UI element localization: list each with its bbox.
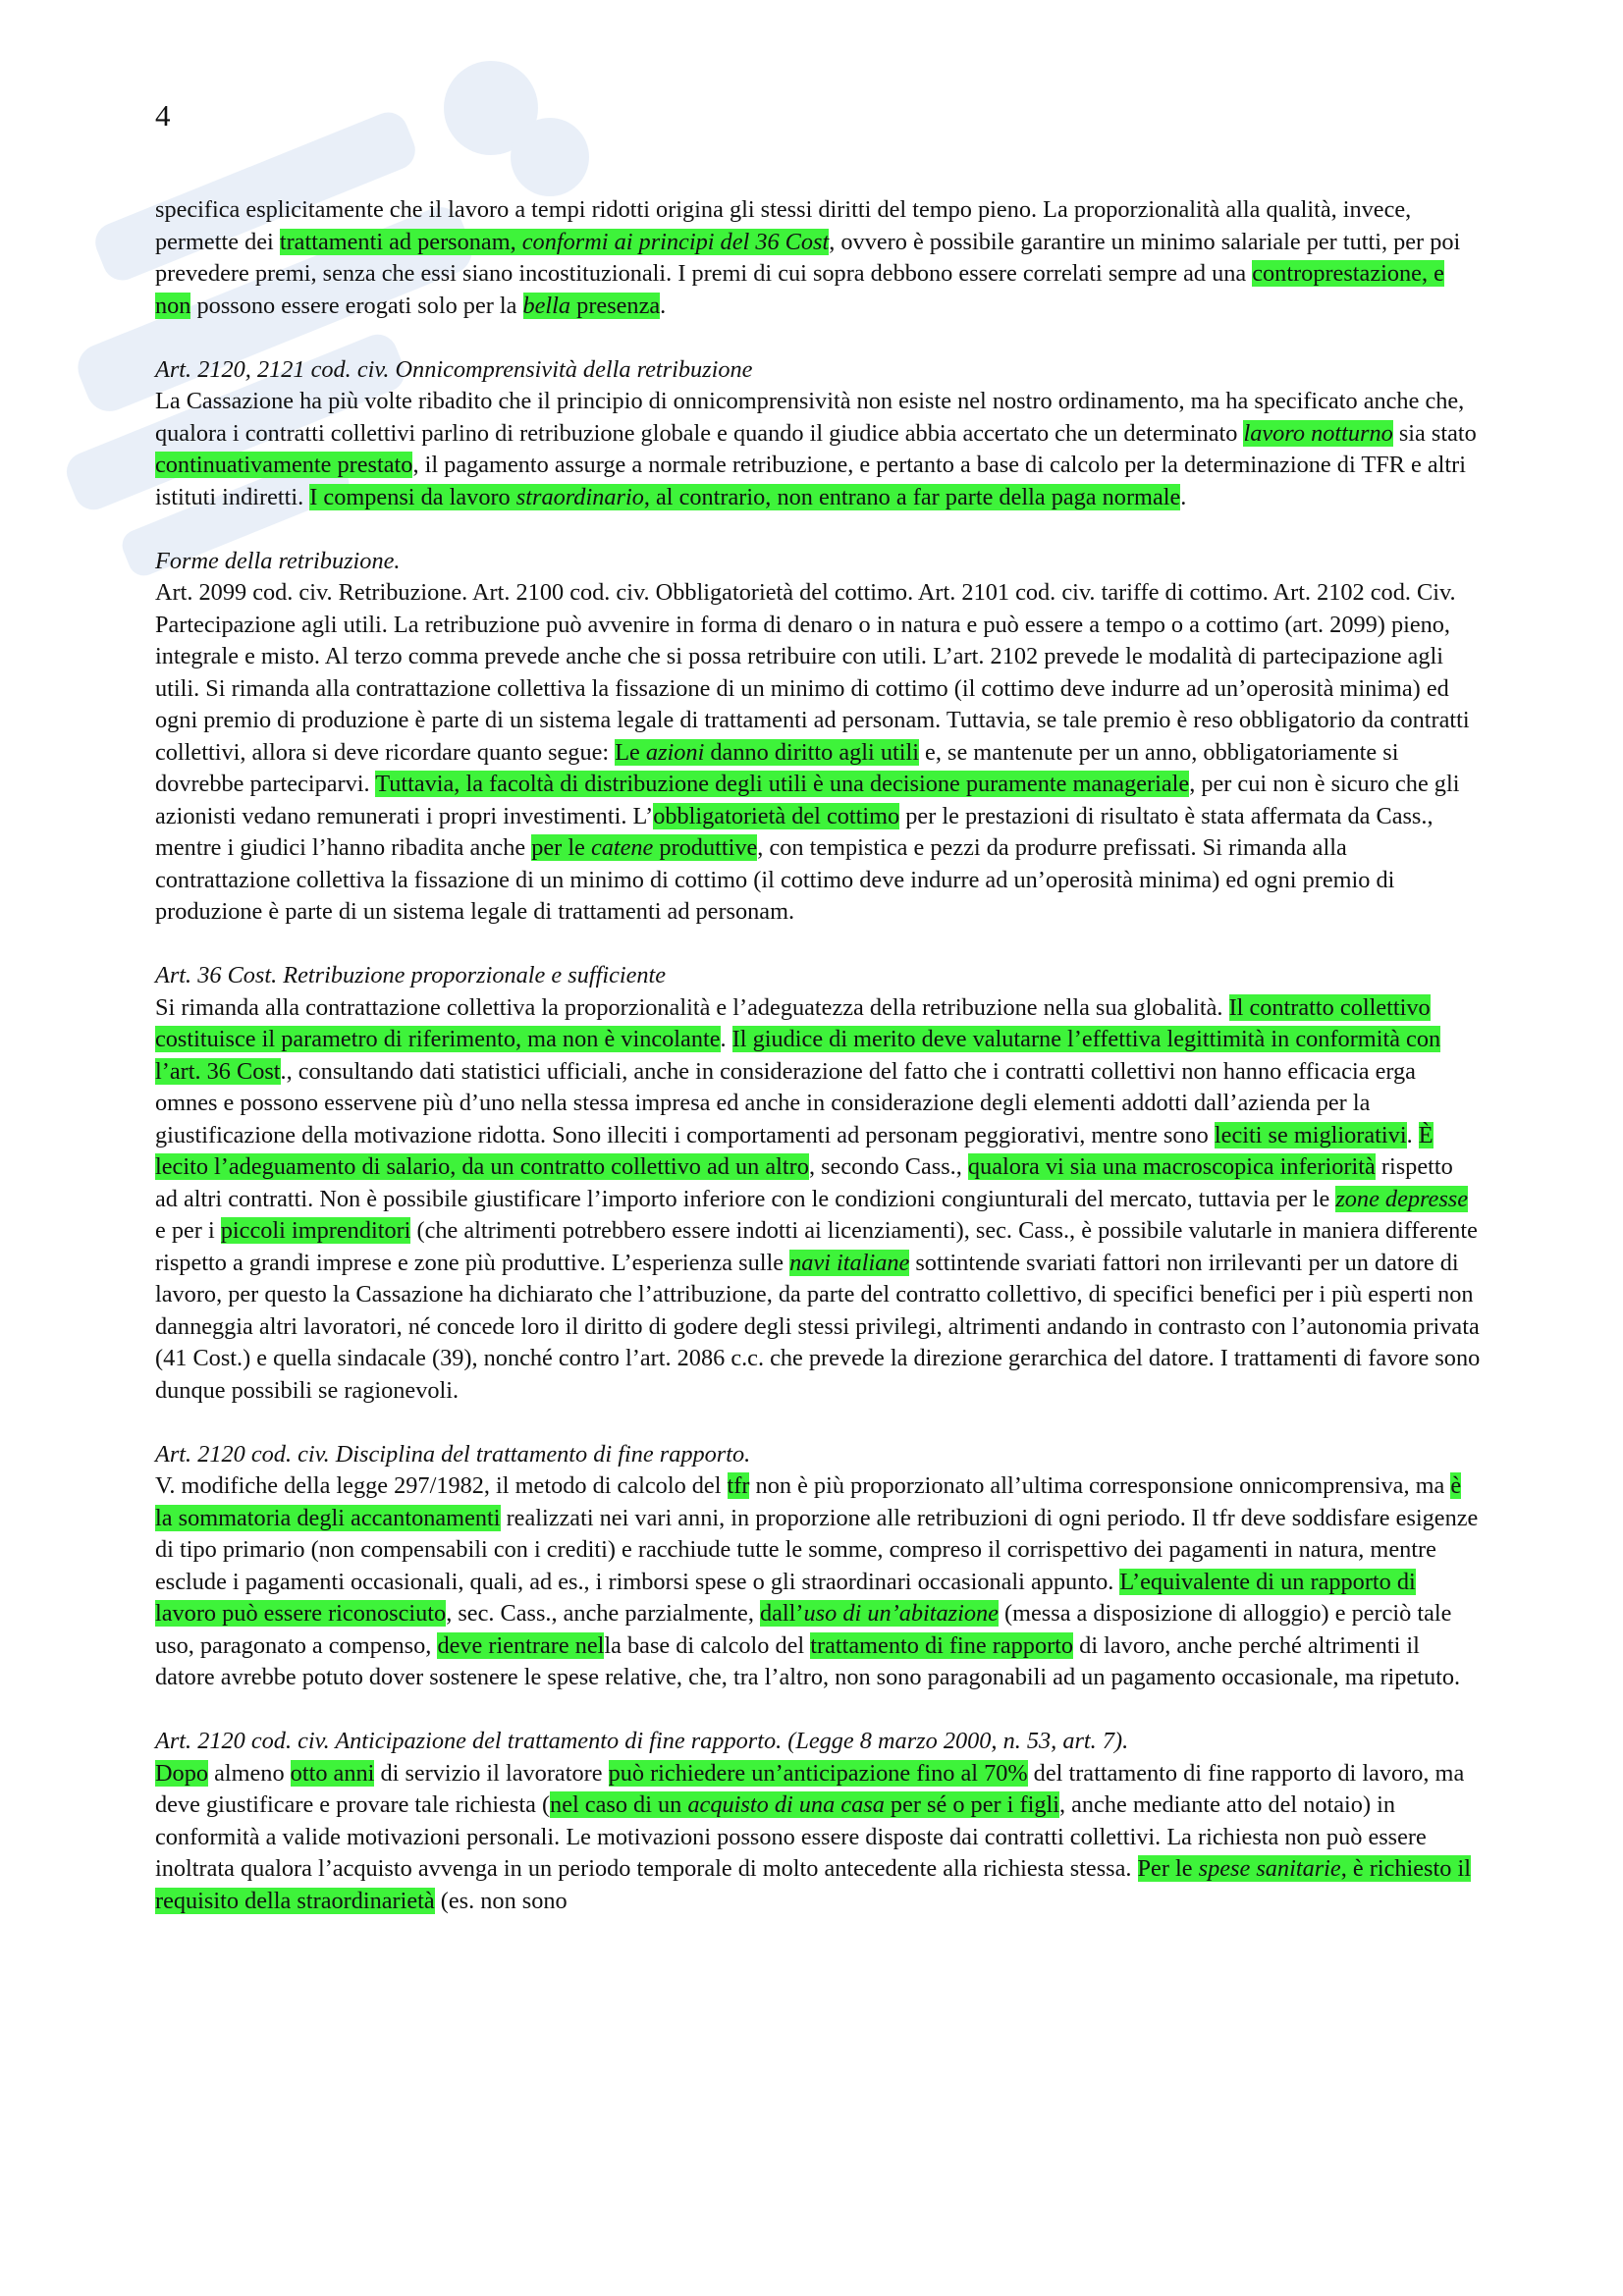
section — [155, 546, 1481, 929]
highlighted-text: L’equivalente di un rapporto di lavoro può essere riconosciuto — [155, 1568, 1416, 1627]
section-heading: Art. 2120 cod. civ. Disciplina del trattamento di fine rapporto. — [155, 1440, 751, 1468]
highlighted-text: , al contrario, non entrano a far parte della paga normale — [643, 483, 1181, 510]
highlighted-text: Il giudice di merito deve valutarne l’effettiva legittimità in conformità con l’art. 36 Cost — [155, 1026, 1441, 1085]
highlighted-text: trattamento di fine rapporto — [810, 1631, 1074, 1659]
text-run: e per i — [155, 1217, 221, 1244]
section-heading: Forme della retribuzione. — [155, 547, 401, 574]
text-run: V. modifiche della legge 297/1982, il metodo di calcolo del — [155, 1472, 728, 1499]
section — [155, 1726, 1481, 1917]
highlighted-text: uso di un’abitazione — [803, 1600, 999, 1627]
text-run: sottintende svariati fattori non irrilevanti per un datore di lavoro, per questo la Cassazione ha dichiarato che l’attribuzione, da parte del contratto collettivo, di specifici benefici per i più esperti non danneggia altri lavoratori, né concede loro il diritto di godere degli stessi privilegi, altrimenti andando in contrasto con l’autonomia privata (41 Cost.) e quella sindacale (39), nonché contro l’art. 2086 c.c. che prevede la direzione gerarchica del datore. I trattamenti di favore sono dunque possibili se ragionevoli. — [155, 1249, 1481, 1404]
section-heading: Art. 2120 cod. civ. Anticipazione del trattamento di fine rapporto. (Legge 8 marzo 2000, n. 53, art. 7). — [155, 1728, 1129, 1754]
text-run: . — [660, 292, 667, 319]
highlighted-text: tfr — [727, 1472, 750, 1499]
highlighted-text: lavoro notturno — [1243, 419, 1393, 447]
highlighted-text: È lecito l’adeguamento di salario, da un contratto collettivo ad un altro — [155, 1121, 1434, 1180]
highlighted-text: straordinario — [515, 483, 644, 510]
text-run: la base di calcolo del — [604, 1631, 811, 1659]
highlighted-text: continuativamente prestato — [155, 452, 413, 478]
highlighted-text: bella — [522, 292, 571, 319]
highlighted-text: per le — [531, 834, 591, 861]
text-run: e, se mantenute per un anno, obbligatoriamente si dovrebbe parteciparvi. — [155, 738, 1399, 797]
text-run: di lavoro, anche perché altrimenti il datore avrebbe potuto dover sostenere le spese relative, che, tra l’altro, non sono paragonabili ad un pagamento occasionale, ma ripetuto. — [155, 1631, 1461, 1690]
highlighted-text: leciti se migliorativi — [1214, 1121, 1407, 1148]
text-run: , anche mediante atto del notaio) in conformità a valide motivazioni personali. Le motivazioni possono essere disposte dai contratti collettivi. La richiesta non può essere inoltrata qualora l’acquisto avvenga in un periodo temporale di molto antecedente alla richiesta stessa. — [155, 1791, 1427, 1882]
text-run: , con tempistica e pezzi da produrre prefissati. Si rimanda alla contrattazione collettiva la fissazione di un minimo di cottimo (il cottimo deve indurre ad un’operosità minima) ed ogni premio di produzione è parte di un sistema legale di trattamenti ad personam. — [155, 834, 1395, 925]
highlighted-text: piccoli imprenditori — [220, 1217, 411, 1244]
text-run: non è più proporzionato all’ultima corresponsione onnicomprensiva, ma — [749, 1472, 1451, 1499]
section — [155, 1439, 1481, 1694]
text-run: Art. 2099 cod. civ. Retribuzione. Art. 2100 cod. civ. Obbligatorietà del cottimo. Art. 2101 cod. civ. tariffe di cottimo. Art. 2102 cod. Civ. Partecipazione agli utili. La retribuzione può avvenire in forma di denaro o in natura e può essere a tempo o a cottimo (art. 2099) pieno, integrale e misto. Al terzo comma prevede anche che si possa retribuire con utili. L’art. 2102 prevede le modalità di partecipazione agli utili. Si rimanda alla contrattazione collettiva la fissazione di un minimo di cottimo (il cottimo deve indurre ad un’operosità minima) ed ogni premio di produzione è parte di un sistema legale di trattamenti ad personam. Tuttavia, se tale premio è reso obbligatorio da contratti collettivi, allora si deve ricordare quanto segue: — [155, 579, 1470, 766]
text-run: , per cui non è sicuro che gli azionisti vedano remunerati i propri investimenti. L’ — [155, 771, 1460, 829]
highlighted-text: può richiedere un’anticipazione fino al 70% — [608, 1759, 1028, 1787]
text-run: . — [720, 1026, 732, 1052]
highlighted-text: otto anni — [290, 1759, 375, 1787]
highlighted-text: obbligatorietà del cottimo — [653, 802, 900, 829]
highlighted-text: spese sanitarie — [1198, 1855, 1341, 1882]
text-run: . — [1180, 483, 1187, 510]
highlighted-text: presenza — [570, 292, 661, 319]
highlighted-text: catene — [590, 834, 654, 861]
text-run: di servizio il lavoratore — [374, 1759, 609, 1787]
text-run: Si rimanda alla contrattazione collettiva la proporzionalità e l’adeguatezza della retribuzione nella sua globalità. — [155, 993, 1229, 1021]
text-run: possono essere erogati solo per la — [190, 292, 523, 319]
text-run: . — [1406, 1121, 1419, 1148]
section — [155, 194, 1481, 322]
text-run: , il pagamento assurge a normale retribuzione, e pertanto a base di calcolo per la determinazione di TFR e altri istituti indiretti. — [155, 452, 1466, 510]
highlighted-text: , è richiesto il requisito della straordinarietà — [155, 1855, 1471, 1914]
document-body — [155, 194, 1481, 1949]
highlighted-text: Per le — [1137, 1855, 1199, 1882]
text-run: rispetto ad altri contratti. Non è possibile giustificare l’importo inferiore con le condizioni congiunturali del mercato, tuttavia per le — [155, 1153, 1453, 1212]
highlighted-text: deve rientrare nel — [437, 1631, 605, 1659]
section-paragraph — [155, 1470, 1481, 1694]
text-run: , secondo Cass., — [808, 1153, 968, 1180]
section — [155, 354, 1481, 514]
section-heading: Art. 36 Cost. Retribuzione proporzionale e sufficiente — [155, 962, 667, 988]
highlighted-text: produttive — [653, 834, 758, 861]
highlighted-text: I compensi da lavoro — [309, 483, 516, 510]
text-run: (messa a disposizione di alloggio) e perciò tale uso, paragonato a compenso, — [155, 1600, 1452, 1659]
highlighted-text: Tuttavia, la facoltà di distribuzione degli utili è una decisione puramente manageriale — [375, 771, 1190, 797]
text-run: almeno — [208, 1759, 291, 1787]
highlighted-text: zone depresse — [1335, 1185, 1469, 1212]
text-run: (es. non sono — [434, 1887, 568, 1914]
section-paragraph — [155, 194, 1481, 322]
highlighted-text: controprestazione, e non — [155, 260, 1444, 319]
text-run: realizzati nei vari anni, in proporzione alle retribuzioni di ogni periodo. Il tfr deve soddisfare esigenze di tipo primario (non compensabili con i crediti) e racchiude tutte le somme, compreso il corrispettivo dei pagamenti in natura, mentre esclude i pagamenti occasionali, quali, ad es., i rimborsi spese o gli straordinari occasionali appunto. — [155, 1504, 1479, 1595]
text-run: del trattamento di fine rapporto di lavoro, ma deve giustificare e provare tale richiesta ( — [155, 1759, 1465, 1818]
highlighted-text: trattamenti ad personam, — [279, 228, 522, 255]
highlighted-text: qualora vi sia una macroscopica inferiorità — [967, 1153, 1376, 1180]
highlighted-text: Dopo — [155, 1759, 208, 1787]
highlighted-text: è la sommatoria degli accantonamenti — [155, 1472, 1462, 1531]
text-run: (che altrimenti potrebbero essere indotti ai licenziamenti), sec. Cass., è possibile valutarle in maniera differente rispetto a grandi imprese e zone più produttive. L’esperienza sulle — [155, 1217, 1478, 1276]
text-run: La Cassazione ha più volte ribadito che il principio di onnicomprensività non esiste nel nostro ordinamento, ma ha specificato anche che, qualora i contratti collettivi parlino di retribuzione globale e quando il giudice abbia accertato che un determinato — [155, 388, 1465, 447]
highlighted-text: Il contratto collettivo costituisce il parametro di riferimento, ma non è vincolante — [155, 993, 1431, 1052]
section-heading: Art. 2120, 2121 cod. civ. Onnicomprensività della retribuzione — [155, 355, 753, 383]
page-number: 4 — [155, 98, 171, 133]
text-run: per le prestazioni di risultato è stata affermata da Cass., mentre i giudici l’hanno ribadita anche — [155, 802, 1434, 861]
text-run: , sec. Cass., anche parzialmente, — [446, 1600, 760, 1627]
highlighted-text: nel caso di un — [550, 1791, 688, 1818]
highlighted-text: navi italiane — [789, 1249, 910, 1276]
highlighted-text: azioni — [645, 738, 705, 766]
section-paragraph — [155, 386, 1481, 513]
section-paragraph — [155, 1758, 1481, 1918]
text-run: , ovvero è possibile garantire un minimo salariale per tutti, per poi prevedere premi, senza che essi siano incostituzionali. I premi di cui sopra debbono essere correlati sempre ad una — [155, 228, 1461, 287]
section-paragraph — [155, 577, 1481, 929]
section — [155, 960, 1481, 1407]
highlighted-text: per sé o per i figli — [884, 1791, 1059, 1818]
section-paragraph — [155, 992, 1481, 1408]
text-run: ., consultando dati statistici ufficiali, anche in considerazione del fatto che i contratti collettivi non hanno efficacia erga omnes e possono esservene più d’uno nella stessa impresa ed anche in considerazione degli elementi addotti dall’azienda per la giustificazione della motivazione ridotta. Sono illeciti i comportamenti ad personam peggiorativi, mentre sono — [155, 1057, 1416, 1148]
text-run: sia stato — [1392, 419, 1477, 447]
highlighted-text: conformi ai principi del 36 Cost — [521, 228, 830, 255]
highlighted-text: dall’ — [759, 1600, 804, 1627]
highlighted-text: Le — [615, 738, 646, 766]
highlighted-text: acquisto di una casa — [687, 1791, 885, 1818]
highlighted-text: danno diritto agli utili — [704, 738, 919, 766]
text-run: specifica esplicitamente che il lavoro a tempi ridotti origina gli stessi diritti del tempo pieno. La proporzionalità alla qualità, invece, permette dei — [155, 196, 1412, 255]
